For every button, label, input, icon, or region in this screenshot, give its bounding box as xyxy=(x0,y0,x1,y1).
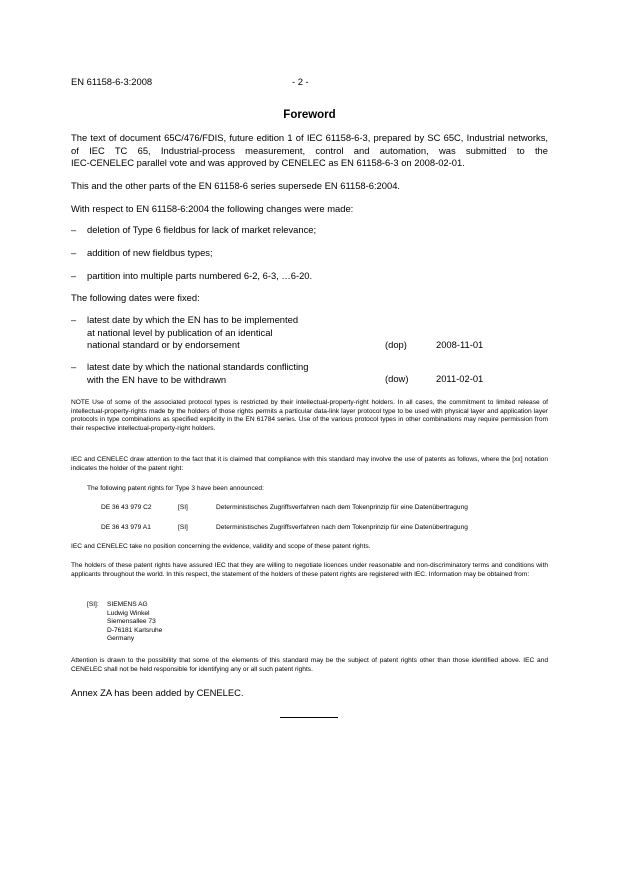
date-entry-line: national standard or by endorsement xyxy=(87,339,240,351)
change-item-text: partition into multiple parts numbered 6-2, 6-3, …6-20. xyxy=(87,270,313,281)
supersede-paragraph: This and the other parts of the EN 61158-6 series supersede EN 61158-6:2004. xyxy=(71,180,401,191)
document-id: EN 61158-6-3:2008 xyxy=(71,76,153,87)
closing-rule xyxy=(280,717,338,718)
address-line: D-76181 Karlsruhe xyxy=(107,626,163,634)
date-entry-text xyxy=(87,361,309,386)
change-item xyxy=(71,270,313,283)
date-code: (dow) xyxy=(385,373,409,384)
change-item-text: deletion of Type 6 fieldbus for lack of market relevance; xyxy=(87,224,317,235)
address-line: Siemensallee 73 xyxy=(107,618,156,626)
date-code: (dop) xyxy=(385,339,407,350)
list-dash: – xyxy=(71,314,77,325)
change-item xyxy=(71,224,317,237)
note-paragraph: NOTE Use of some of the associated protocol types is restricted by their intellectual-property-right holders. In all cases, the commitment to limited release of intellectual-property-rights made by the holders of those rights permits a particular data-link layer protocol type to be used with physical layer and application layer protocols in type combinations as specified explicitly in the EN 61784 series. Use of the various protocol types in other combinations may require permission from their respective intellectual-property-right holders. xyxy=(71,399,548,432)
address-line: Germany xyxy=(107,635,135,643)
patent-holders-paragraph: The holders of these patent rights have assured IEC that they are willing to negotiate licences under reasonable and non-discriminatory terms and conditions with applicants throughout the world. In this respect, the statement of the holders of these patent rights are registered with IEC. Information may be obtained from: xyxy=(71,562,548,578)
patent-holder: [SI] xyxy=(178,524,188,531)
intro-paragraph-line-1: The text of document 65C/476/FDIS, future edition 1 of IEC 61158-6-3, prepared by SC 65C, Industrial networks, of IEC TC 65, Industrial-process measurement, control and automation, was submitted to the xyxy=(71,132,548,156)
patent-attention-paragraph: IEC and CENELEC draw attention to the fact that it is claimed that compliance with this standard may involve the use of patents as follows, where the [xx] notation indicates the holder of the patent right: xyxy=(71,456,548,472)
address-line: Ludwig Winkel xyxy=(107,609,150,617)
date-entry-line: with the EN have to be withdrawn xyxy=(87,373,227,385)
patent-title: Deterministisches Zugriffsverfahren nach dem Tokenprinzip für eine Datenübertragung xyxy=(216,504,468,511)
intro-paragraph-line-2: IEC-CENELEC parallel vote and was approved by CENELEC as EN 61158-6-3 on 2008-02-01. xyxy=(71,157,465,168)
patent-title: Deterministisches Zugriffsverfahren nach dem Tokenprinzip für eine Datenübertragung xyxy=(216,524,468,531)
list-dash: – xyxy=(71,361,77,372)
date-value: 2011-02-01 xyxy=(436,373,484,384)
page-number: - 2 - xyxy=(292,76,309,87)
dates-intro: The following dates were fixed: xyxy=(71,292,200,303)
date-entry-line: latest date by which the national standards conflicting xyxy=(87,361,309,372)
changes-intro: With respect to EN 61158-6:2004 the following changes were made: xyxy=(71,203,354,214)
change-item xyxy=(71,247,213,260)
date-entry-text xyxy=(87,314,298,352)
patent-number: DE 36 43 979 C2 xyxy=(101,504,152,511)
date-entry-line: at national level by publication of an identical xyxy=(87,326,273,338)
list-dash: – xyxy=(71,247,77,258)
patent-no-position: IEC and CENELEC take no position concerning the evidence, validity and scope of these patent rights. xyxy=(71,543,371,550)
address-line: SIEMENS AG xyxy=(107,601,148,608)
patent-number: DE 36 43 979 A1 xyxy=(101,524,151,531)
page-title: Foreword xyxy=(283,109,336,121)
date-value: 2008-11-01 xyxy=(436,339,484,350)
date-entry-line: latest date by which the EN has to be implemented xyxy=(87,314,299,325)
annex-statement: Annex ZA has been added by CENELEC. xyxy=(71,687,244,698)
address-tag: [SI]: xyxy=(87,601,99,608)
change-item-text: addition of new fieldbus types; xyxy=(87,247,213,258)
patent-possibility-paragraph: Attention is drawn to the possibility that some of the elements of this standard may be the subject of patent rights other than those identified above. IEC and CENELEC shall not be held responsible for identifying any or all such patent rights. xyxy=(71,657,548,673)
patent-holder: [SI] xyxy=(178,504,188,511)
patent-announced: The following patent rights for Type 3 have been announced: xyxy=(87,485,264,492)
address-block xyxy=(107,601,162,644)
list-dash: – xyxy=(71,270,77,281)
list-dash: – xyxy=(71,224,77,235)
